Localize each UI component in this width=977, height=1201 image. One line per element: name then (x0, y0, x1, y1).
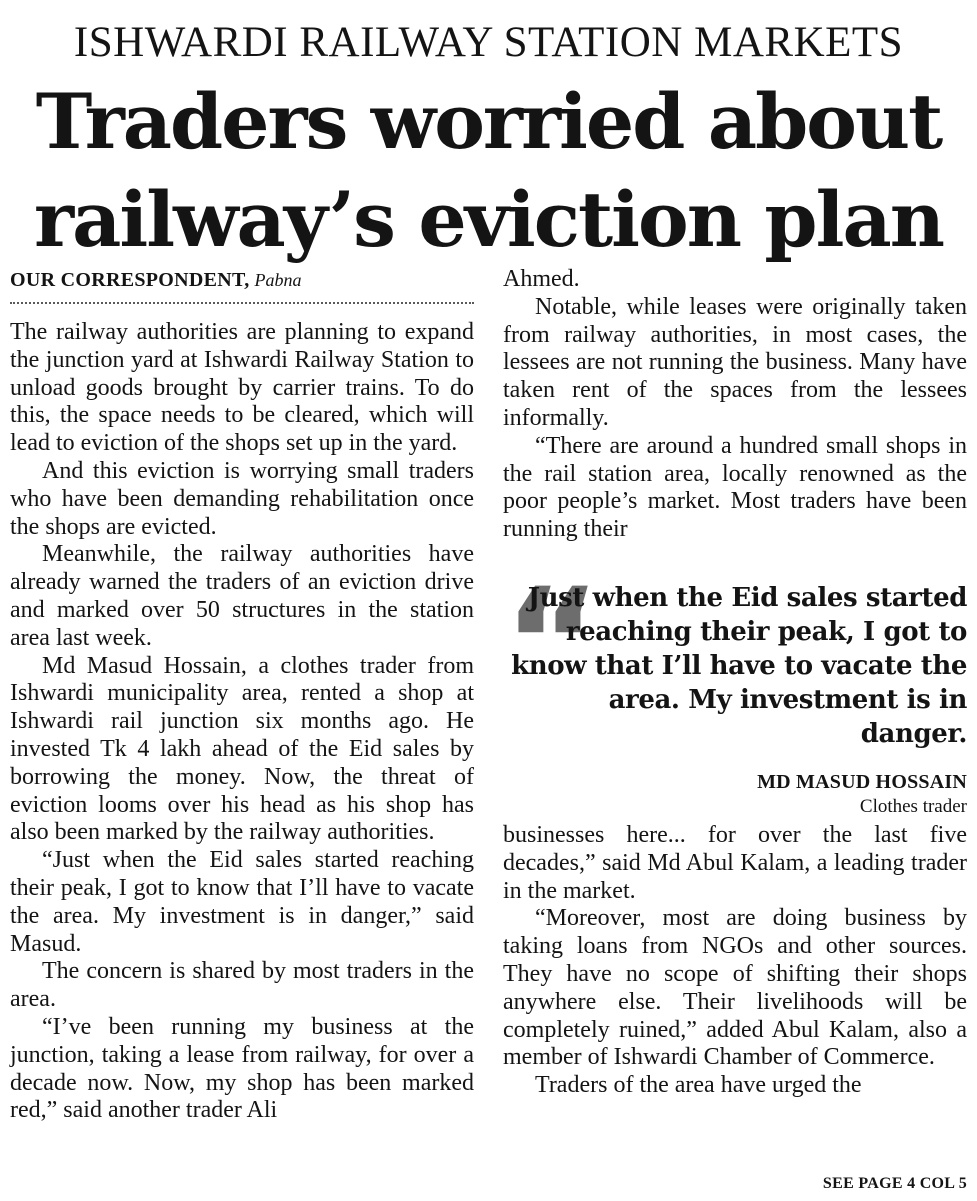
left-column (10, 319, 474, 1125)
right-column-top (503, 266, 967, 544)
pull-quote (503, 557, 967, 749)
kicker: ISHWARDI RAILWAY STATION MARKETS (73, 19, 904, 66)
paragraph: “Just when the Eid sales started reaching their peak, I got to know that I’ll have to vacate the area. My investment is in danger,” said Masud. (10, 847, 474, 957)
paragraph: The concern is shared by most traders in the area. (10, 958, 474, 1013)
paragraph: Traders of the area have urged the (535, 1072, 862, 1099)
byline-place: Pabna (254, 270, 302, 290)
paragraph: And this eviction is worrying small traders who have been demanding rehabilitation once the shops are evicted. (10, 457, 474, 540)
pull-quote-author: MD MASUD HOSSAIN (757, 771, 967, 793)
byline-name: OUR CORRESPONDENT, (10, 269, 250, 291)
byline-divider (10, 302, 474, 304)
continuation-jump-line[interactable]: SEE PAGE 4 COL 5 (822, 1175, 967, 1192)
paragraph: Ahmed. (503, 266, 580, 292)
pull-quote-text: Just when the Eid sales started reaching their peak, I got to know that I’ll have to vacate the area. My investment is in danger. (511, 583, 967, 749)
paragraph: Meanwhile, the railway authorities have already warned the traders of an eviction drive and marked over 50 structures in the station area last week. (10, 541, 474, 651)
byline (10, 269, 474, 291)
paragraph: businesses here... for over the last five decades,” said Md Abul Kalam, a leading trader in the market. (503, 822, 967, 904)
pull-quote-role: Clothes trader (859, 796, 967, 817)
quote-mark-icon: “ (503, 557, 602, 731)
headline-line-2: railway’s eviction plan (34, 175, 943, 264)
paragraph: Notable, while leases were originally taken from railway authorities, in most cases, the lessees are not running the business. Many have taken rent of the spaces from the lessees informally. (503, 293, 967, 431)
paragraph: “There are around a hundred small shops in the rail station area, locally renowned as the poor people’s market. Most traders have been running their (503, 432, 967, 543)
paragraph: “Moreover, most are doing business by taking loans from NGOs and other sources. They have no scope of shifting their shops anywhere else. Their livelihoods will be completely ruined,” added Abul Kalam, also a member of Ishwardi Chamber of Commerce. (503, 905, 967, 1071)
paragraph: “I’ve been running my business at the junction, taking a lease from railway, for over a decade now. Now, my shop has been marked red,” said another trader Ali (10, 1013, 474, 1124)
right-column-bottom (503, 822, 967, 1100)
headline-line-1: Traders worried about (35, 77, 942, 166)
headline (0, 73, 977, 269)
paragraph: The railway authorities are planning to expand the junction yard at Ishwardi Railway Station to unload goods brought by carrier trains. To do this, the space needs to be cleared, which will lead to eviction of the shops set up in the yard. (10, 319, 474, 457)
paragraph: Md Masud Hossain, a clothes trader from Ishwardi municipality area, rented a shop at Ishwardi rail junction six months ago. He invested Tk 4 lakh ahead of the Eid sales by borrowing the money. Now, the threat of eviction looms over his head as his shop has also been marked by the railway authorities. (10, 652, 474, 846)
